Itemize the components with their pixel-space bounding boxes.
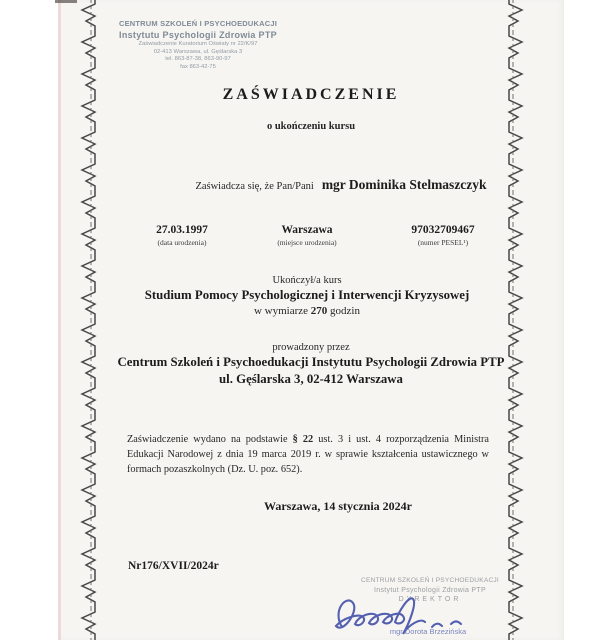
legal-basis-paragraph <box>127 432 489 477</box>
certificate-page <box>58 0 564 640</box>
course-hours-suffix: godzin <box>330 305 360 317</box>
course-section <box>58 275 556 317</box>
issuer-stamp-fax: fax 863-42-75 <box>180 63 216 70</box>
certificate-number: Nr176/XVII/2024r <box>128 560 219 572</box>
director-stamp-institute: Instytut Psychologii Zdrowia PTP <box>374 586 486 594</box>
birth-place-field <box>242 224 372 247</box>
recipient-name: mgr Dominika Stelmaszczyk <box>321 177 487 192</box>
pesel-field <box>378 224 508 247</box>
organizer-address: ul. Gęślarska 3, 02-412 Warszawa <box>219 372 403 386</box>
recipient-intro: Zaświadcza się, że Pan/Pani <box>195 181 314 192</box>
issuer-stamp-registration: Zaświadczenie Kuratorium Oświaty nr 22/K/97 <box>138 41 258 47</box>
course-hours-value: 270 <box>310 305 328 317</box>
issuer-stamp-institute: Instytutu Psychologii Zdrowia PTP <box>119 30 277 40</box>
legal-part2: ust. 3 i ust. 4 rozporządzenia Ministra Edukacji Narodowej z dnia 19 marca 2019 r. w sprawie kształcenia ustawicznego w formach pozaszkolnych (Dz. U. poz. 652). <box>127 434 489 475</box>
issue-place-date: Warszawa, 14 stycznia 2024r <box>264 499 412 513</box>
legal-part1: Zaświadczenie wydano na podstawie <box>127 434 293 445</box>
director-stamp-org: CENTRUM SZKOLEŃ I PSYCHOEDUKACJI <box>361 577 499 584</box>
issuer-stamp-address: 02-413 Warszawa, ul. Gęślarska 3 <box>153 48 243 55</box>
course-hours-prefix: w wymiarze <box>253 305 309 317</box>
organizer-name: Centrum Szkoleń i Psychoedukacji Instytutu Psychologii Zdrowia PTP <box>117 355 505 369</box>
birth-date-label: (data urodzenia) <box>157 238 207 247</box>
birth-date-field <box>117 224 247 247</box>
birth-place-label: (miejsce urodzenia) <box>277 238 337 247</box>
course-completed-line: Ukończył/a kurs <box>272 275 342 286</box>
birth-date-value: 27.03.1997 <box>156 224 208 236</box>
issuer-stamp <box>106 19 290 71</box>
scan-artifact <box>55 0 77 3</box>
legal-paragraph-ref: § 22 <box>292 434 314 445</box>
course-hours-line <box>58 305 556 317</box>
organizer-section <box>58 342 564 387</box>
certificate-title: ZAŚWIADCZENIE <box>222 86 400 103</box>
course-name: Studium Pomocy Psychologicznej i Interwencji Kryzysowej <box>144 288 470 302</box>
issuer-stamp-org: CENTRUM SZKOLEŃ I PSYCHOEDUKACJI <box>118 19 278 28</box>
director-signer-name: mgr Dorota Brzezińska <box>389 627 467 636</box>
director-stamp-role: DYREKTOR <box>398 595 462 603</box>
pesel-value: 97032709467 <box>411 224 475 236</box>
pesel-label: (numer PESEL¹) <box>417 238 469 247</box>
issuer-stamp-phone: tel. 863-87-38, 863-90-97 <box>165 56 231 62</box>
certificate-subtitle: o ukończeniu kursu <box>266 121 356 132</box>
personal-details <box>58 224 564 254</box>
birth-place-value: Warszawa <box>281 224 333 236</box>
organizer-led-by: prowadzony przez <box>272 342 350 353</box>
recipient-line <box>58 176 564 194</box>
